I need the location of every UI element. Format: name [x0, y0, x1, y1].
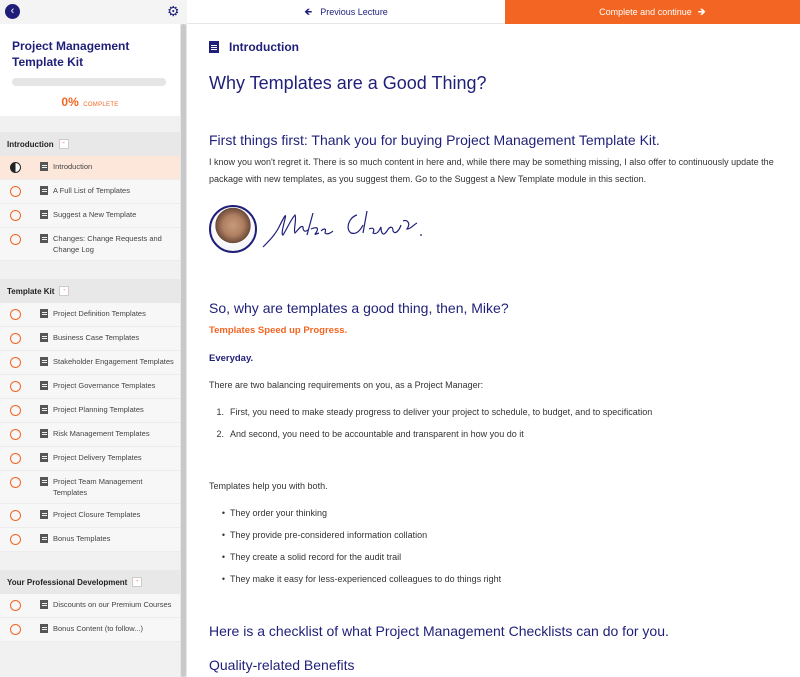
progress-text [12, 93, 168, 111]
lecture-status [0, 594, 30, 617]
incomplete-circle-icon [10, 453, 21, 464]
collapse-section-button[interactable]: - [59, 286, 69, 296]
lecture-item[interactable] [0, 351, 180, 375]
lecture-item[interactable] [0, 156, 180, 180]
lecture-label: Business Case Templates [53, 333, 140, 342]
incomplete-circle-icon [10, 333, 21, 344]
author-signature-block [209, 205, 449, 255]
list-item-text: First, you need to make steady progress to deliver your project to schedule, to budget, and to specification [230, 407, 653, 417]
sidebar-scrollbar[interactable] [180, 24, 187, 677]
document-icon [40, 429, 48, 438]
lecture-item[interactable] [0, 528, 180, 552]
complete-and-continue-button[interactable] [505, 0, 800, 24]
document-icon [40, 624, 48, 633]
section-header[interactable] [0, 132, 180, 156]
document-icon [40, 162, 48, 171]
lecture-status [0, 327, 30, 350]
lecture-status [0, 471, 30, 494]
lecture-body [30, 471, 180, 503]
document-icon [40, 234, 48, 243]
intro-paragraph: I know you won't regret it. There is so much content in here and, while there may be something missing, I also offer to continuously update the package with new templates, as you suggest them. Go to the Suggest a New Template module in this section. [209, 157, 774, 184]
course-title[interactable]: Project Management Template Kit [12, 39, 130, 69]
lecture-item[interactable] [0, 303, 180, 327]
lecture-item[interactable] [0, 180, 180, 204]
document-icon [40, 333, 48, 342]
incomplete-circle-icon [10, 510, 21, 521]
lecture-status [0, 228, 30, 251]
lecture-item[interactable] [0, 327, 180, 351]
lecture-title [209, 40, 299, 54]
lecture-body [30, 327, 180, 348]
collapse-section-button[interactable]: - [132, 577, 142, 587]
collapse-section-button[interactable]: - [59, 139, 69, 149]
list-number: 2. [216, 429, 224, 439]
incomplete-circle-icon [10, 477, 21, 488]
incomplete-circle-icon [10, 186, 21, 197]
document-icon [40, 510, 48, 519]
section-title: Template Kit [7, 286, 55, 296]
lecture-label: A Full List of Templates [53, 186, 130, 195]
lecture-status [0, 423, 30, 446]
course-header [0, 24, 180, 116]
lecture-label: Project Definition Templates [53, 309, 146, 318]
sections-list [0, 132, 180, 642]
incomplete-circle-icon [10, 405, 21, 416]
lecture-label: Introduction [53, 162, 93, 171]
lecture-status [0, 528, 30, 551]
lecture-label: Bonus Content (to follow...) [53, 624, 144, 633]
document-icon [40, 477, 48, 486]
bullet-icon: • [221, 530, 226, 540]
lecture-body [30, 351, 180, 372]
lecture-status [0, 156, 30, 179]
lecture-body [30, 375, 180, 396]
templates-help-paragraph: Templates help you with both. [209, 481, 328, 491]
author-avatar [209, 205, 257, 253]
progress-bar [12, 78, 166, 86]
bullet-list-item [209, 546, 794, 568]
course-sidebar [0, 0, 187, 677]
subheading-thanks: First things first: Thank you for buying Project Management Template Kit. [209, 132, 660, 148]
arrow-right-icon: 🡺 [697, 7, 706, 18]
lecture-body [30, 528, 180, 549]
lecture-item[interactable] [0, 594, 180, 618]
lecture-label: Discounts on our Premium Courses [53, 600, 172, 609]
numbered-list-item [209, 423, 794, 445]
document-icon [40, 600, 48, 609]
subheading-checklist: Here is a checklist of what Project Management Checklists can do for you. [209, 623, 669, 639]
speed-up-progress: Templates Speed up Progress. [209, 325, 348, 336]
lecture-item[interactable] [0, 447, 180, 471]
list-item-text: They order your thinking [230, 508, 328, 518]
incomplete-circle-icon [10, 600, 21, 611]
lecture-label: Suggest a New Template [53, 210, 137, 219]
gear-icon[interactable]: ⚙ [167, 3, 180, 19]
progress-percent: 0% [61, 95, 79, 109]
lecture-status [0, 618, 30, 641]
document-icon [40, 357, 48, 366]
lecture-body [30, 228, 180, 260]
lecture-label: Project Closure Templates [53, 510, 141, 519]
document-icon [209, 41, 219, 53]
lecture-item[interactable] [0, 399, 180, 423]
arrow-left-icon: 🡸 [304, 7, 313, 18]
lecture-status [0, 180, 30, 203]
incomplete-circle-icon [10, 357, 21, 368]
incomplete-circle-icon [10, 429, 21, 440]
document-icon [40, 381, 48, 390]
section-header[interactable] [0, 279, 180, 303]
signature-image [261, 205, 441, 255]
in-progress-circle-icon [10, 162, 21, 173]
list-item-text: They make it easy for less-experienced colleagues to do things right [230, 574, 502, 584]
incomplete-circle-icon [10, 624, 21, 635]
lecture-body [30, 180, 180, 201]
lecture-status [0, 375, 30, 398]
subheading-quality: Quality-related Benefits [209, 657, 355, 673]
sidebar-topbar [0, 0, 187, 24]
lecture-status [0, 351, 30, 374]
list-item-text: They provide pre-considered information collation [230, 530, 428, 540]
lecture-item[interactable] [0, 504, 180, 528]
lecture-label: Risk Management Templates [53, 429, 150, 438]
lecture-status [0, 447, 30, 470]
lecture-item[interactable] [0, 375, 180, 399]
bullet-icon: • [221, 508, 226, 518]
lecture-body [30, 447, 180, 468]
incomplete-circle-icon [10, 534, 21, 545]
bullet-list [209, 502, 794, 590]
requirements-paragraph: There are two balancing requirements on you, as a Project Manager: [209, 380, 484, 390]
lecture-body [30, 618, 180, 639]
sidebar-content [0, 24, 180, 677]
progress-label: COMPLETE [83, 102, 119, 108]
document-icon [40, 453, 48, 462]
lecture-item[interactable] [0, 618, 180, 642]
incomplete-circle-icon [10, 309, 21, 320]
lecture-label: Project Planning Templates [53, 405, 144, 414]
lecture-label: Project Governance Templates [53, 381, 156, 390]
lecture-navigation [187, 0, 800, 24]
lecture-label: Project Team Management Templates [53, 477, 143, 497]
lecture-label: Stakeholder Engagement Templates [53, 357, 174, 366]
section-title: Introduction [7, 139, 54, 149]
previous-lecture-button[interactable] [187, 0, 505, 24]
scrollbar-thumb[interactable] [181, 24, 186, 677]
lecture-status [0, 303, 30, 326]
everyday-text: Everyday. [209, 353, 254, 364]
lecture-body [30, 303, 180, 324]
bullet-icon: • [221, 574, 226, 584]
document-icon [40, 534, 48, 543]
lecture-body [30, 156, 180, 177]
list-number: 1. [216, 407, 224, 417]
lecture-title-text: Introduction [229, 40, 299, 54]
lecture-label: Bonus Templates [53, 534, 111, 543]
list-item-text: They create a solid record for the audit trail [230, 552, 402, 562]
document-icon [40, 309, 48, 318]
numbered-list-item [209, 401, 794, 423]
lecture-body [30, 399, 180, 420]
incomplete-circle-icon [10, 234, 21, 245]
bullet-icon: • [221, 552, 226, 562]
lecture-label: Project Delivery Templates [53, 453, 142, 462]
lecture-status [0, 504, 30, 527]
incomplete-circle-icon [10, 381, 21, 392]
incomplete-circle-icon [10, 210, 21, 221]
bullet-list-item [209, 524, 794, 546]
subheading-why: So, why are templates a good thing, then, Mike? [209, 300, 509, 316]
lecture-item[interactable] [0, 204, 180, 228]
bullet-list-item [209, 568, 794, 590]
lecture-status [0, 399, 30, 422]
lecture-status [0, 204, 30, 227]
numbered-list [209, 401, 794, 445]
lecture-body [30, 423, 180, 444]
bullet-list-item [209, 502, 794, 524]
document-icon [40, 210, 48, 219]
lecture-item[interactable] [0, 228, 180, 261]
section-header[interactable] [0, 570, 180, 594]
back-chevron-icon[interactable]: ‹ [5, 4, 20, 19]
lecture-item[interactable] [0, 471, 180, 504]
lecture-content [209, 24, 800, 677]
lecture-body [30, 204, 180, 225]
document-icon [40, 186, 48, 195]
lecture-body [30, 504, 180, 525]
document-icon [40, 405, 48, 414]
section-title: Your Professional Development [7, 577, 128, 587]
lecture-body [30, 594, 180, 615]
lecture-label: Changes: Change Requests and Change Log [53, 234, 162, 254]
page-heading: Why Templates are a Good Thing? [209, 73, 487, 93]
lecture-item[interactable] [0, 423, 180, 447]
previous-lecture-label: Previous Lecture [320, 7, 388, 17]
complete-and-continue-label: Complete and continue [599, 7, 692, 17]
list-item-text: And second, you need to be accountable and transparent in how you do it [230, 429, 524, 439]
